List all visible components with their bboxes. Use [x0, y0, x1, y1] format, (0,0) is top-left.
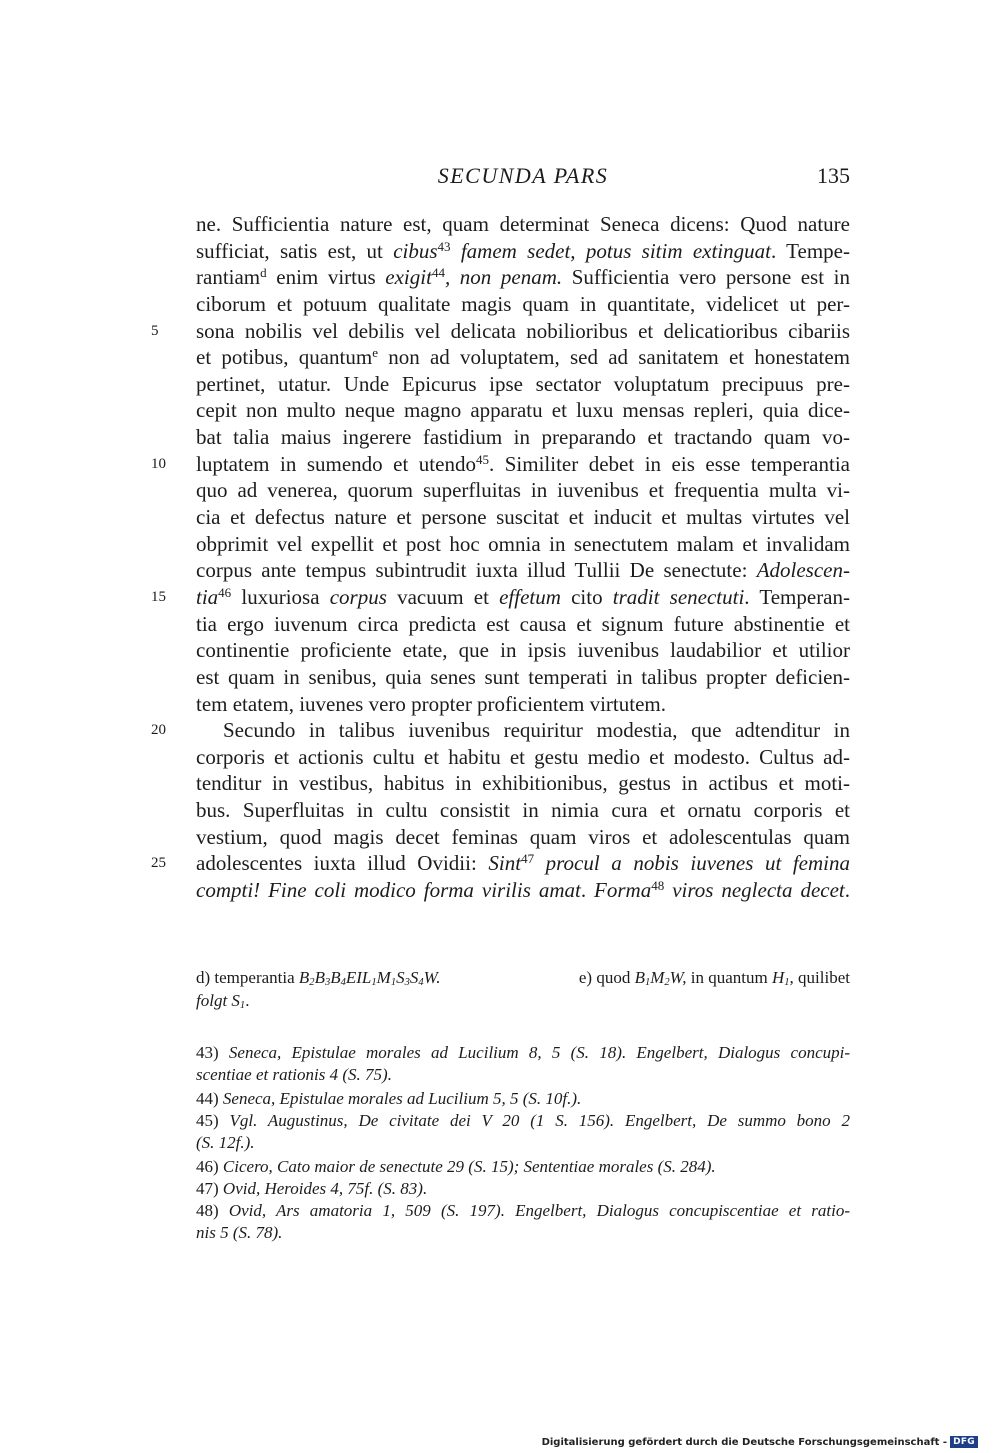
- footnote-ref: 45: [475, 451, 489, 467]
- critical-apparatus: [196, 966, 850, 1012]
- text-line: et potibus, quantum$^e$ non ad voluptatem, sed ad sanitatem et honestatem: [196, 345, 850, 370]
- text-line: 15 tia$^{46}$ luxuriosa corpus vacuum et effetum cito tradit senectuti. Temperan-: [151, 584, 850, 609]
- apparatus-line: [196, 966, 850, 989]
- text-line: tia ergo iuvenum circa predicta est causa et signum future abstinentie et: [196, 611, 850, 636]
- footnote-ref: 48: [651, 877, 665, 893]
- running-title: SECUNDA PARS: [437, 163, 609, 188]
- text-line: corporis et actionis cultu et habitu et gestu medio et modesto. Cultus ad-: [196, 744, 850, 769]
- footnote-45-cont: (S. 12f.).: [196, 1133, 255, 1152]
- text-line: corpus ante tempus subintrudit iuxta illud Tullii De senectute: Adolescen-: [196, 558, 850, 583]
- footnote-ref: 46: [218, 584, 232, 600]
- text-line: tem etatem, iuvenes vero propter proficientem virtutem.: [196, 691, 666, 716]
- footnote-48: 48) Ovid, Ars amatoria 1, 509 (S. 197). Engelbert, Dialogus concupiscentiae et ratio-: [196, 1201, 850, 1220]
- footnote-44: 44) Seneca, Epistulae morales ad Lucilium 5, 5 (S. 10f.).: [196, 1089, 582, 1108]
- line-number: 25: [151, 855, 166, 872]
- footnote-45: 45) Vgl. Augustinus, De civitate dei V 20 (1 S. 156). Engelbert, De summo bono 2: [196, 1111, 850, 1130]
- apparatus-ref: e: [372, 345, 378, 361]
- apparatus-ref: d: [260, 265, 267, 281]
- text-line: pertinet, utatur. Unde Epicurus ipse sectator voluptatum precipuus pre-: [196, 371, 850, 396]
- credit-text: Digitalisierung gefördert durch die Deutsche Forschungsgemeinschaft -: [541, 1436, 948, 1448]
- digitization-credit: [542, 1436, 978, 1448]
- apparatus-line: folgt $S_1$.: [196, 991, 250, 1012]
- dfg-logo: DFG: [950, 1436, 978, 1448]
- text-line: sufficiat, satis est, ut cibus$^{43}$ famem sedet, potus sitim extinguat. Tempe-: [196, 238, 850, 263]
- main-text: [151, 211, 850, 904]
- text-line: tenditur in vestibus, habitus in exhibitionibus, gestus in actibus et moti-: [196, 771, 850, 796]
- text-line: ne. Sufficientia nature est, quam determinat Seneca dicens: Quod nature: [196, 212, 850, 236]
- page-number: 135: [817, 163, 850, 188]
- footnote-47: 47) Ovid, Heroides 4, 75f. (S. 83).: [196, 1179, 428, 1198]
- text-line: bat talia maius ingerere fastidium in preparando et tractando quam vo-: [196, 425, 850, 450]
- line-number: 5: [151, 322, 159, 339]
- text-line: ciborum et potuum qualitate magis quam in quantitate, videlicet ut per-: [196, 291, 850, 316]
- text-line: 10 luptatem in sumendo et utendo$^{45}$. Similiter debet in eis esse temperantia: [151, 451, 850, 476]
- text-line: obprimit vel expellit et post hoc omnia in senectutem malam et invalidam: [196, 531, 850, 556]
- text-line: quo ad venerea, quorum superfluitas in iuvenibus et frequentia multa vi-: [196, 478, 850, 503]
- text-line: 20 Secundo in talibus iuvenibus requiritur modestia, que adtenditur in: [151, 718, 850, 743]
- footnote-ref: 44: [431, 265, 445, 281]
- text-line: 25 adolescentes iuxta illud Ovidii: Sint$^{47}$ procul a nobis iuvenes ut femina: [151, 851, 850, 876]
- apparatus-note-d: d) temperantia $B_2B_3B_4EIL_1M_1S_3S_4W$.: [196, 968, 441, 989]
- line-number: 20: [151, 722, 166, 739]
- text-line: vestium, quod magis decet feminas quam viros et adolescentulas quam: [196, 824, 850, 849]
- footnote-ref: 43: [437, 238, 451, 254]
- footnote-43-cont: scentiae et rationis 4 (S. 75).: [196, 1065, 392, 1084]
- text-line: est quam in senibus, quia senes sunt temperati in talibus propter deficien-: [196, 664, 850, 689]
- text-line: cia et defectus nature et persone suscitat et inducit et multas virtutes vel: [196, 505, 850, 530]
- apparatus-note-e: e) quod $B_1M_2W$, in quantum $H_1$, quilibet: [578, 968, 850, 989]
- footnote-46: 46) Cicero, Cato maior de senectute 29 (S. 15); Sententiae morales (S. 284).: [196, 1157, 716, 1176]
- footnote-48-cont: nis 5 (S. 78).: [196, 1223, 283, 1242]
- footnote-ref: 47: [521, 851, 535, 867]
- footnote-43: 43) Seneca, Epistulae morales ad Lucilium 8, 5 (S. 18). Engelbert, Dialogus concupi-: [196, 1043, 850, 1062]
- line-number: 15: [151, 588, 166, 605]
- text-line: rantiam$^d$ enim virtus exigit$^{44}$, non penam. Sufficientia vero persone est in: [196, 265, 850, 290]
- text-line: continentie proficiente etate, que in ipsis iuvenibus laudabilior et utilior: [196, 638, 850, 663]
- text-line: bus. Superfluitas in cultu consistit in nimia cura et ornatu corporis et: [196, 798, 850, 823]
- text-line: cepit non multo neque magno apparatu et luxu mensas repleri, quia dice-: [196, 398, 850, 423]
- text-line: 5 sona nobilis vel debilis vel delicata nobilioribus et delicatioribus cibariis: [151, 318, 850, 343]
- footnotes: [196, 1042, 850, 1244]
- line-number: 10: [151, 455, 166, 472]
- text-line: compti! Fine coli modico forma virilis amat. Forma$^{48}$ viros neglecta decet.: [196, 877, 850, 903]
- page-header: [196, 163, 850, 193]
